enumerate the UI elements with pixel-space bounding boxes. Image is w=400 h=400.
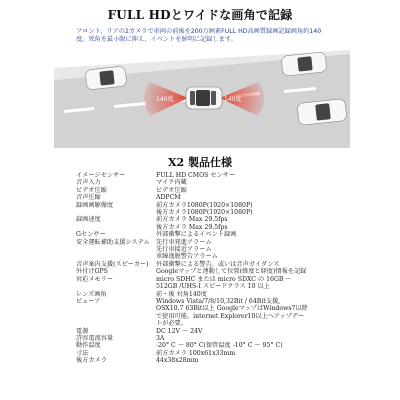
- spec-key: レンズ画角: [76, 290, 107, 298]
- spec-key: ビューア: [76, 297, 101, 305]
- front-angle-label: 140度: [224, 96, 242, 103]
- spec-row: [76, 357, 351, 364]
- spec-value: [156, 194, 351, 201]
- spec-row: [76, 179, 351, 186]
- spec-value-line: Googleマップと連動して位置(緯度と経度)情報を記録: [156, 268, 307, 276]
- page-title: FULL HDとワイドな画角で記録: [107, 8, 293, 22]
- spec-row: [76, 187, 351, 194]
- spec-key: 音声入力: [76, 179, 101, 187]
- spec-value: [156, 291, 351, 298]
- spec-value-line: OSX10.7 63Bit以上 GoogleマップはWindows7以降: [156, 305, 308, 313]
- spec-row: [76, 231, 351, 238]
- spec-value: [156, 298, 351, 328]
- spec-value: [156, 328, 351, 335]
- spec-row: [76, 276, 351, 291]
- spec-value-line: Windows Vista/7/8/10,32Bit / 64Bit支援,: [156, 297, 281, 305]
- spec-value-line: micro SDHC または micro SDXC の 16GB ～: [156, 275, 292, 283]
- spec-value-line: 先行車接近アラーム: [156, 246, 212, 254]
- spec-value: [156, 216, 351, 231]
- spec-key: イメージセンサー: [76, 172, 126, 179]
- intro-text: フロント、リアの2カメラで車両の前後を200万画素FULL HD高画質録画記録画角約140度。死角を最小限に抑え、イベントを鮮明に記録します。: [76, 28, 322, 43]
- spec-key: 外付けGPS: [76, 268, 108, 276]
- spec-value-line: 車線逸脱警告アラーム: [156, 253, 218, 261]
- spec-row: [76, 268, 351, 275]
- spec-value: [156, 342, 351, 349]
- spec-key: 対応メモリー: [76, 275, 114, 283]
- spec-value-line: -20° C ～ 80° C(保管温度 -10° C ～ 95° C): [156, 342, 283, 350]
- spec-key: 録画速度: [76, 216, 101, 224]
- spec-value-line: 前方カメラ 100x61x33mm: [156, 349, 236, 357]
- spec-value: [156, 179, 351, 186]
- rear-angle-label: 140度: [156, 96, 174, 103]
- spec-value: [156, 239, 351, 261]
- spec-row: [76, 172, 351, 179]
- spec-row: [76, 202, 351, 217]
- spec-value-line: FULL HD CMOS センサー: [156, 172, 236, 179]
- spec-key: 後方カメラ: [76, 357, 107, 365]
- spec-title: X2 製品仕様: [167, 156, 233, 169]
- spec-value: [156, 202, 351, 217]
- spec-value: [156, 357, 351, 364]
- spec-value-line: 外部衝撃による警告、或いは音声ガイダンス: [156, 260, 280, 268]
- spec-value: [156, 276, 351, 291]
- spec-key: 音声圧縮: [76, 194, 101, 202]
- spec-value-line: トが必要。: [156, 320, 187, 328]
- spec-value-line: 44x38x28mm: [156, 357, 199, 365]
- spec-key: ビデオ圧縮: [76, 186, 107, 194]
- spec-key: 寸法: [76, 349, 89, 357]
- spec-row: [76, 216, 351, 231]
- spec-value-line: 前方カメラ Max 29.5fps: [156, 216, 228, 224]
- spec-value: [156, 350, 351, 357]
- spec-value: [156, 231, 351, 238]
- spec-row: [76, 328, 351, 335]
- spec-value: [156, 187, 351, 194]
- spec-key: 安全運転補助支援システム: [76, 238, 150, 246]
- spec-key: 電源: [76, 327, 89, 335]
- spec-row: [76, 291, 351, 298]
- spec-value-line: 外部衝撃によるイベント録画: [156, 231, 237, 239]
- center-car: [186, 87, 222, 109]
- spec-row: [76, 194, 351, 201]
- spec-value-line: ビデオ圧縮: [156, 186, 187, 194]
- spec-key: Gセンサー: [76, 231, 106, 239]
- spec-table: [76, 172, 351, 365]
- spec-row: [76, 350, 351, 357]
- spec-value-line: 後方カメラ Max 29.5fps: [156, 223, 228, 231]
- spec-value-line: マイク内蔵: [156, 179, 187, 187]
- spec-value-line: 先行車発進アラーム: [156, 238, 212, 246]
- spec-key: 録画画解像度: [76, 201, 114, 209]
- spec-key: 音声案内支援(スピーカー): [76, 260, 149, 268]
- spec-value-line: 3A: [156, 334, 165, 342]
- car-bottom-right: [297, 99, 347, 126]
- spec-value-line: DC 12V ～ 24V: [156, 327, 203, 335]
- road-illustration: [54, 50, 350, 148]
- spec-row: [76, 342, 351, 349]
- spec-value-line: 512GB /UHS-I スピードクラス 10 以上: [156, 283, 270, 291]
- spec-key: 動作温度: [76, 342, 101, 350]
- spec-value-line: で使用可能。internet Explorer10以上へアップデー: [156, 312, 305, 320]
- spec-row: [76, 239, 351, 261]
- spec-value-line: ADPCM: [156, 194, 181, 202]
- spec-value-line: 前方カメラ1080P(1920×1080P): [156, 201, 253, 209]
- spec-key: 許容電流容量: [76, 334, 114, 342]
- spec-value: [156, 268, 351, 275]
- spec-value-line: 後方カメラ1080P(1920×1080P): [156, 209, 253, 217]
- spec-value-line: 前・後 対角140度: [156, 290, 207, 298]
- car-top-right: [281, 52, 327, 76]
- car-top-left: [85, 66, 127, 90]
- spec-row: [76, 298, 351, 328]
